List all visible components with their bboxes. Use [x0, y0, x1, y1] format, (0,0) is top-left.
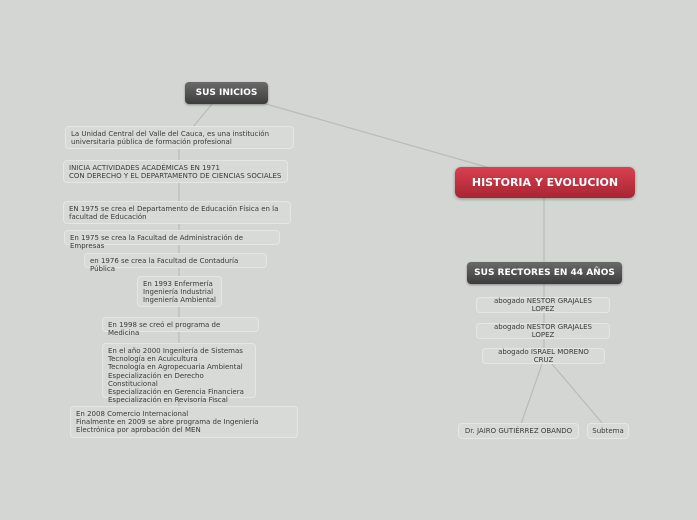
branch-sus-rectores[interactable]: SUS RECTORES EN 44 AÑOS [467, 262, 622, 284]
topic-inicios-5[interactable]: en 1976 se crea la Facultad de Contaduría Pública [84, 253, 267, 268]
link-rector3-jairo [521, 364, 542, 424]
topic-inicios-7[interactable]: En 1998 se creó el programa de Medicina [102, 317, 259, 332]
topic-inicios-1[interactable]: La Unidad Central del Valle del Cauca, es una institución universitaria pública de formación profesional [65, 126, 294, 149]
topic-inicios-2[interactable]: INICIA ACTIVIDADES ACADÉMICAS EN 1971 CON DERECHO Y EL DEPARTAMENTO DE CIENCIAS SOCIALES [63, 160, 288, 183]
topic-subtema[interactable]: Subtema [587, 423, 629, 439]
topic-rector-3[interactable]: abogado ISRAEL MORENO CRUZ [482, 348, 605, 364]
link-rector3-subtema [552, 364, 603, 424]
topic-inicios-9[interactable]: En 2008 Comercio Internacional Finalmente en 2009 se abre programa de Ingeniería Electrónica por aprobación del MEN [70, 406, 298, 438]
topic-rector-1[interactable]: abogado NESTOR GRAJALES LOPEZ [476, 297, 610, 313]
link-root-inicios [266, 104, 490, 168]
topic-inicios-4[interactable]: En 1975 se crea la Facultad de Administración de Empresas [64, 230, 280, 245]
link-inicios-first [193, 104, 212, 127]
topic-inicios-3[interactable]: EN 1975 se crea el Departamento de Educación Física en la facultad de Educación [63, 201, 291, 224]
topic-rector-2[interactable]: abogado NESTOR GRAJALES LOPEZ [476, 323, 610, 339]
branch-sus-inicios[interactable]: SUS INICIOS [185, 82, 268, 104]
topic-jairo-gutierrez[interactable]: Dr. JAIRO GUTIÉRREZ OBANDO [458, 423, 579, 439]
topic-inicios-6[interactable]: En 1993 Enfermería Ingeniería Industrial Ingeniería Ambiental [137, 276, 222, 307]
topic-inicios-8[interactable]: En el año 2000 Ingeniería de Sistemas Tecnología en Acuicultura Tecnología en Agropecuaria Ambiental Especialización en Derecho Constitucional Especialización en Gerencia Financiera Especialización en Revisoría Fiscal [102, 343, 256, 398]
root-node[interactable]: HISTORIA Y EVOLUCION [455, 167, 635, 198]
